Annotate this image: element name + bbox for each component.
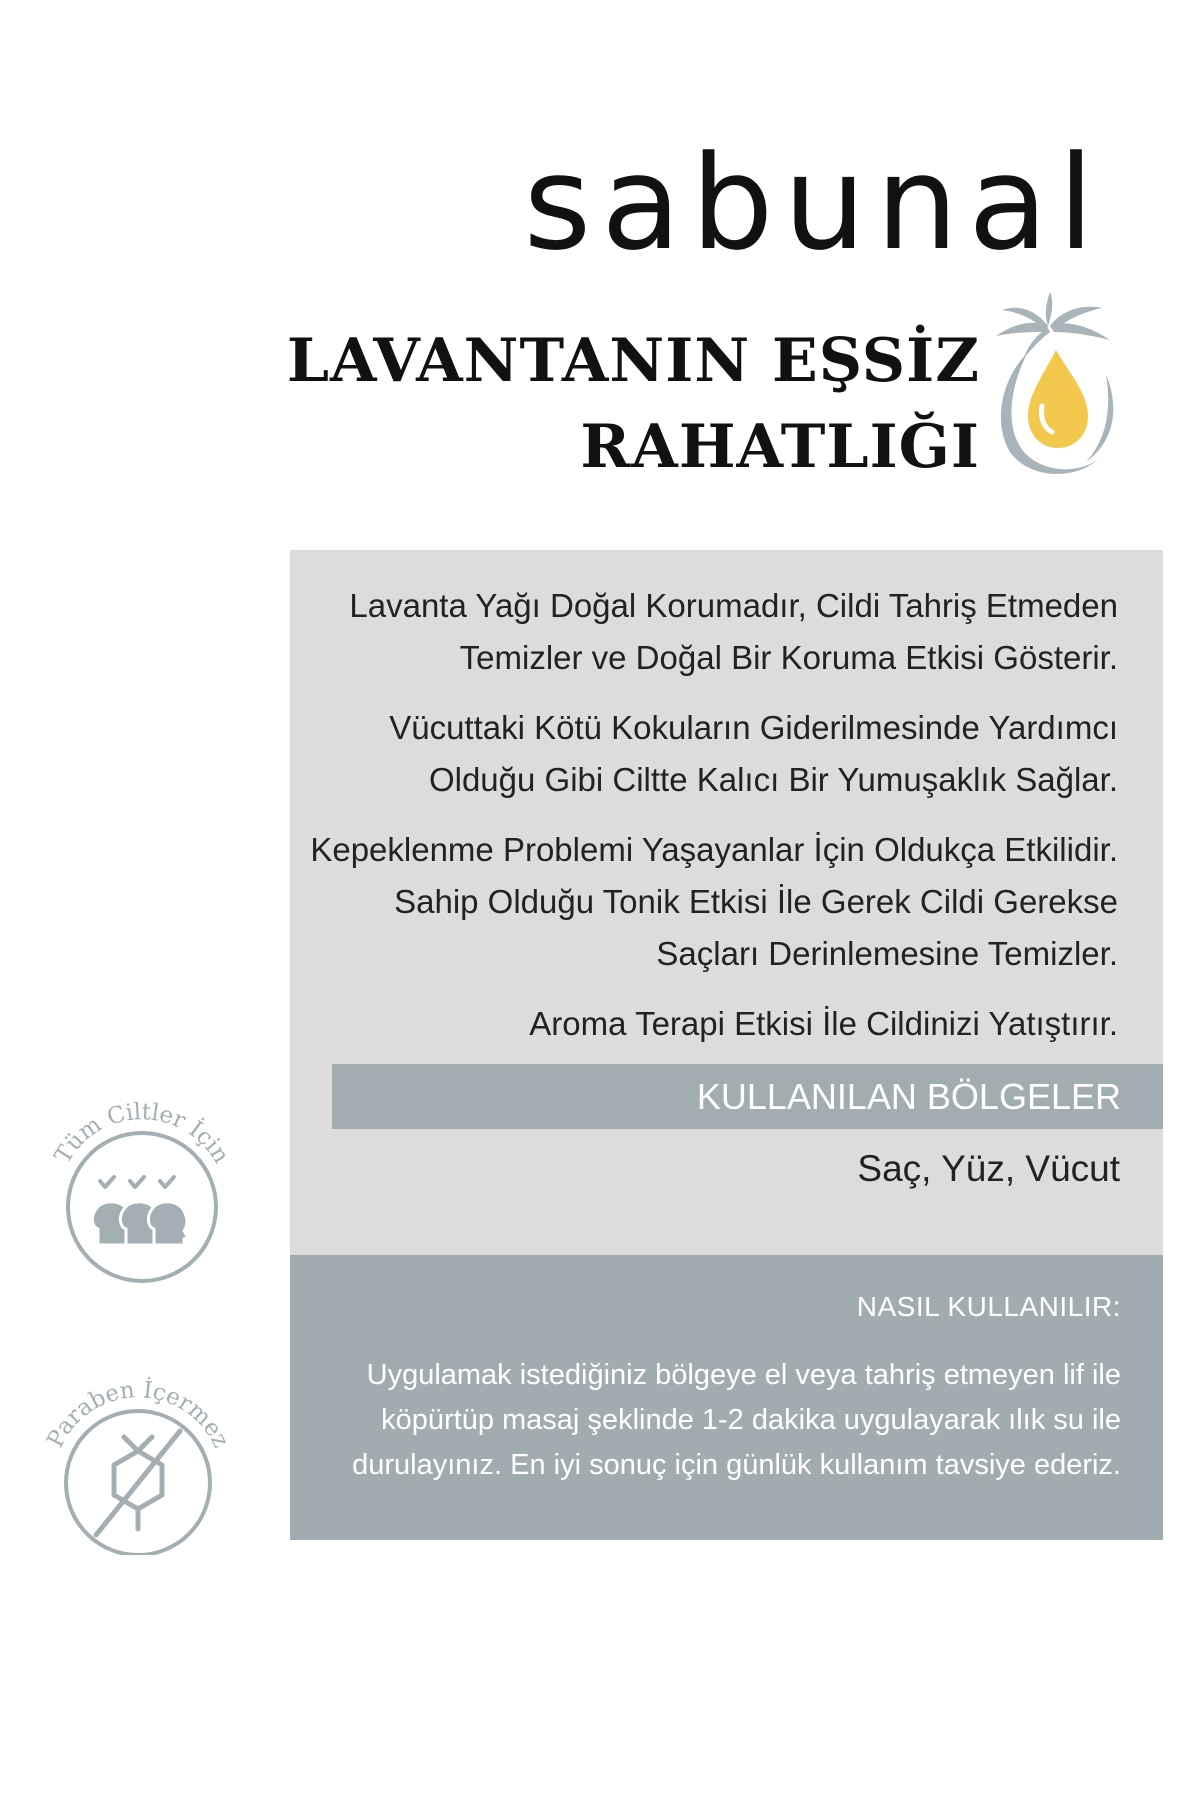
benefit-item	[529, 998, 1118, 1050]
benefit-item	[389, 702, 1118, 806]
all-skin-types-badge	[42, 1075, 242, 1285]
benefit-line: Aroma Terapi Etkisi İle Cildinizi Yatıştırır.	[529, 1005, 1118, 1042]
palm-oil-drop-icon	[988, 282, 1118, 482]
benefit-line: Olduğu Gibi Ciltte Kalıcı Bir Yumuşaklık Sağlar.	[428, 761, 1118, 798]
usage-line: köpürtüp masaj şeklinde 1-2 dakika uygulayarak ılık su ile	[381, 1404, 1121, 1436]
usage-panel	[290, 1255, 1163, 1540]
benefit-item	[349, 580, 1118, 684]
benefit-line: Saçları Derinlemesine Temizler.	[656, 935, 1118, 972]
crossed-molecule-icon	[96, 1431, 180, 1535]
badge-label: Tüm Ciltler İçin	[49, 1099, 235, 1169]
headline-line-1: LAVANTANIN EŞSİZ	[286, 326, 980, 396]
brand-logo-text: sabunal	[523, 127, 1104, 279]
regions-value: Saç, Yüz, Vücut	[857, 1148, 1120, 1189]
benefit-line: Lavanta Yağı Doğal Korumadır, Cildi Tahriş Etmeden	[349, 587, 1118, 624]
usage-instructions	[352, 1353, 1121, 1488]
benefit-line: Temizler ve Doğal Bir Koruma Etkisi Gösterir.	[459, 639, 1118, 676]
paraben-free-badge	[38, 1345, 238, 1555]
usage-line: Uygulamak istediğiniz bölgeye el veya tahriş etmeyen lif ile	[366, 1359, 1121, 1391]
badge-label: Paraben İçermez	[42, 1377, 234, 1452]
usage-title: NASIL KULLANILIR:	[856, 1291, 1121, 1322]
headline-line-2: RAHATLIĞI	[580, 412, 980, 482]
regions-heading: KULLANILAN BÖLGELER	[332, 1064, 1163, 1129]
benefit-line: Sahip Olduğu Tonik Etkisi İle Gerek Cildi Gerekse	[394, 883, 1118, 920]
benefit-line: Kepeklenme Problemi Yaşayanlar İçin Oldukça Etkilidir.	[310, 831, 1118, 868]
usage-line: durulayınız. En iyi sonuç için günlük kullanım tavsiye ederiz.	[352, 1449, 1121, 1481]
benefit-item	[310, 824, 1118, 980]
page-title	[287, 318, 980, 490]
three-faces-check-icon	[92, 1177, 188, 1245]
benefit-line: Vücuttaki Kötü Kokuların Giderilmesinde Yardımcı	[389, 709, 1118, 746]
